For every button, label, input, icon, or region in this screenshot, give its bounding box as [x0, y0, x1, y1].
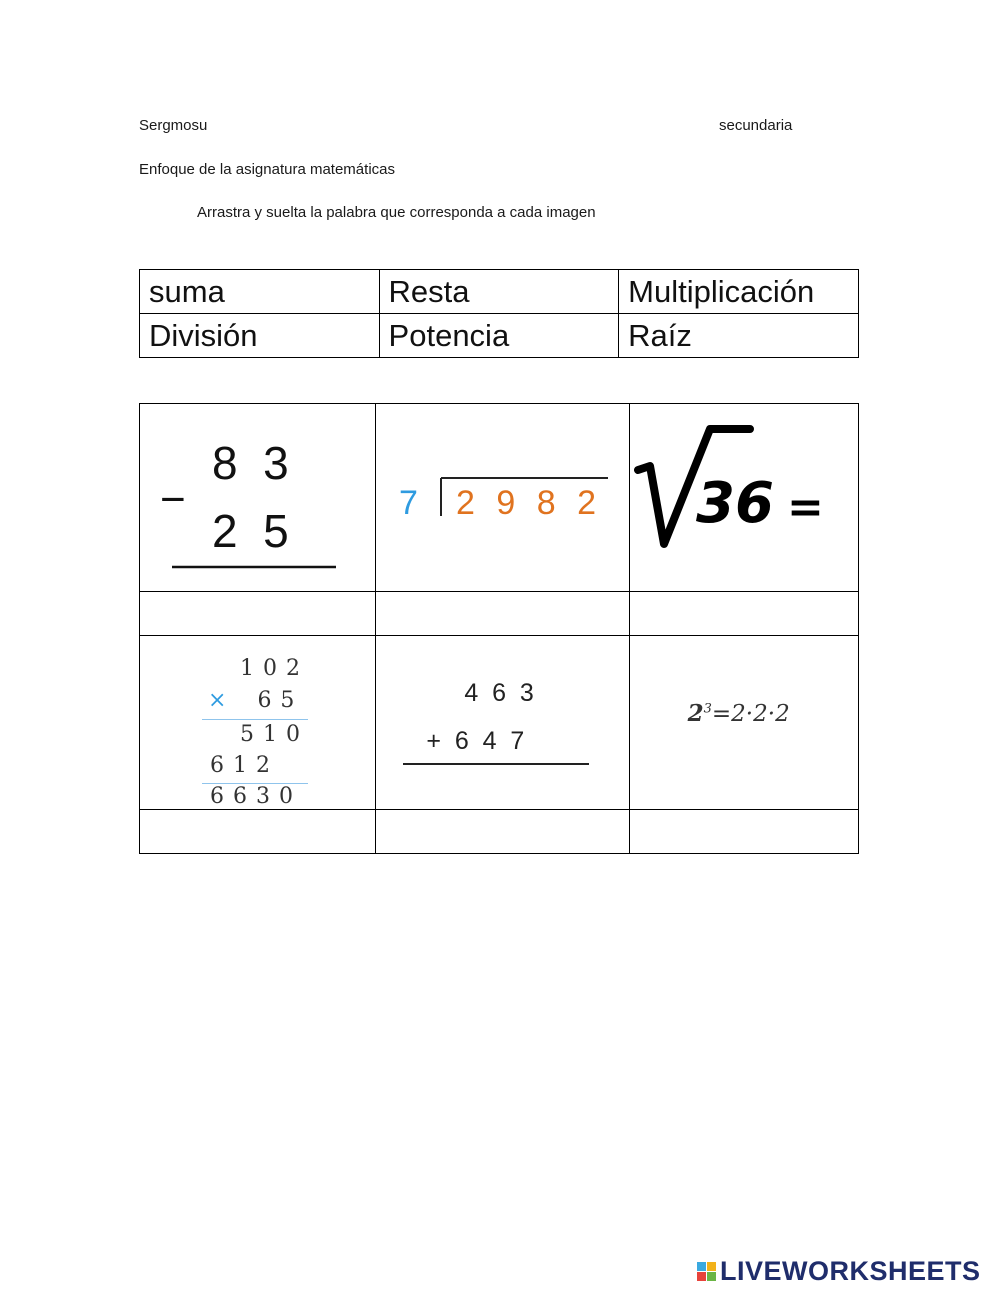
- instruction-text: Arrastra y suelta la palabra que corresponda a cada imagen: [197, 204, 596, 221]
- answer-box-2[interactable]: [376, 592, 629, 636]
- answer-box-5[interactable]: [376, 810, 629, 854]
- word-bank-table: [139, 269, 859, 358]
- addend-1: 4 6 3: [464, 679, 534, 707]
- multiplication-image: [140, 636, 376, 810]
- divisor: 7: [399, 484, 419, 522]
- subject-title: Enfoque de la asignatura matemáticas: [139, 161, 395, 178]
- partial-product-2: 612: [210, 753, 279, 778]
- addition-image: [376, 636, 629, 810]
- word-division[interactable]: División: [140, 314, 380, 358]
- word-resta[interactable]: Resta: [379, 270, 619, 314]
- addend-2: + 6 4 7: [426, 727, 525, 755]
- answer-box-1[interactable]: [140, 592, 376, 636]
- multiplication-rule-1: [202, 719, 308, 720]
- subtrahend: 2 5: [212, 505, 289, 557]
- answer-box-6[interactable]: [629, 810, 858, 854]
- minuend: 8 3: [212, 437, 289, 489]
- word-raiz[interactable]: Raíz: [619, 314, 859, 358]
- multiplier-digits: 65: [257, 688, 304, 713]
- subtraction-image: [140, 404, 376, 592]
- times-sign: ×: [208, 688, 236, 713]
- word-multiplicacion[interactable]: Multiplicación: [619, 270, 859, 314]
- image-table: [139, 403, 859, 854]
- logo-mark-icon: [697, 1262, 716, 1281]
- answer-box-3[interactable]: [629, 592, 858, 636]
- liveworksheets-logo: [697, 1256, 981, 1287]
- addition-rule: [403, 763, 589, 765]
- division-image: [376, 404, 629, 592]
- answer-box-4[interactable]: [140, 810, 376, 854]
- power-image: [629, 636, 858, 810]
- dividend: 2 9 8 2: [456, 484, 603, 522]
- radicand: 36: [695, 471, 774, 536]
- division-figure: [376, 404, 629, 591]
- product: 6630: [210, 784, 302, 809]
- root-image: [629, 404, 858, 592]
- root-equals: =: [786, 482, 824, 533]
- author-name: Sergmosu: [139, 117, 208, 134]
- multiplier: [208, 688, 303, 713]
- minus-sign: −: [160, 475, 186, 524]
- word-suma[interactable]: suma: [140, 270, 380, 314]
- word-potencia[interactable]: Potencia: [379, 314, 619, 358]
- root-figure: [630, 404, 859, 591]
- power-base: 2: [687, 700, 704, 727]
- school-level: secundaria: [719, 117, 793, 134]
- multiplicand: 102: [240, 656, 309, 681]
- power-exponent: 3: [703, 701, 712, 717]
- power-expansion: =2·2·2: [711, 701, 790, 727]
- subtraction-figure: [140, 404, 376, 591]
- power-expression: [688, 700, 790, 727]
- partial-product-1: 510: [240, 722, 309, 747]
- logo-text: LIVEWORKSHEETS: [720, 1256, 981, 1286]
